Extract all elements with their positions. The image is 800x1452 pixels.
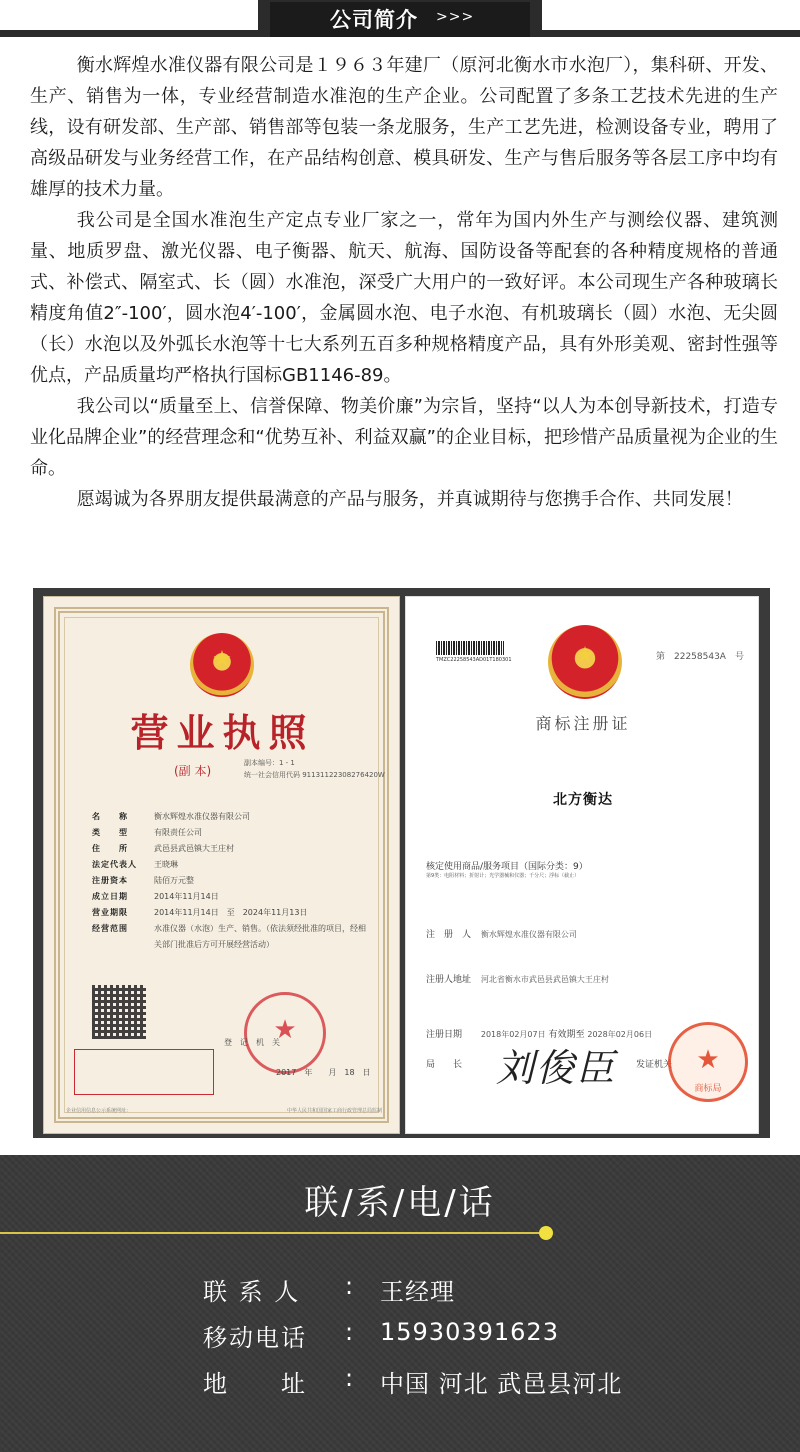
license-field <box>92 921 372 953</box>
license-field <box>92 889 372 905</box>
national-emblem-icon: ★ <box>548 625 622 699</box>
intro-paragraph-2: 我公司是全国水准泡生产定点专业厂家之一，常年为国内外生产与测绘仪器、建筑测量、地质罗盘、激光仪器、电子衡器、航天、航海、国防设备等配套的各种精度规格的普通式、补偿式、隔室式、长（圆）水准泡，深受广大用户的一致好评。本公司现生产各种玻璃长精度角值2″-100′，圆水泡4′-100′，金属圆水泡、电子水泡、有机玻璃长（圆）水泡、无尖圆（长）水泡以及外弧长水泡等十七大系列五百多种规格精度产品，具有外形美观、密封性强等优点，产品质量均严格执行国标GB1146-89。 <box>30 210 778 386</box>
trademark-goods-label: 核定使用商品/服务项目（国际分类：9） <box>426 862 588 872</box>
certificates-panel <box>33 588 770 1138</box>
contact-title: 联/系/电/话 <box>304 1183 496 1223</box>
qr-code-icon <box>92 985 146 1039</box>
trademark-office-seal-icon: ★ 商标局 <box>668 1022 748 1102</box>
field-key: 营业期限 <box>92 908 128 917</box>
header-title: 公司简介 <box>330 8 418 32</box>
license-title: 营业执照 <box>130 710 315 755</box>
contact-address-value: 中国 河北 武邑县河北 <box>380 1370 623 1398</box>
license-date: 2017 年 月 18 日 <box>276 1068 371 1077</box>
field-value: 王晓琳 <box>154 860 178 869</box>
section-header <box>0 0 800 40</box>
intro-paragraph-3: 我公司以“质量至上、信誉保障、物美价廉”为宗旨，坚持“以人为本创导新技术，打造专业化品牌企业”的经营理念和“优势互补、利益双赢”的企业目标，把珍惜产品质量视为企业的生命。 <box>30 396 778 479</box>
director-signature: 刘俊臣 <box>496 1046 617 1090</box>
field-value: 有限责任公司 <box>154 828 202 837</box>
license-credit-code: 统一社会信用代码 91131122308276420W <box>244 771 385 779</box>
trademark-goods-value: 第9类：电阻材料；折射计；光学器械和仪器；千分尺；浮标（截止） <box>426 873 580 879</box>
contact-section <box>0 1155 800 1452</box>
reg-date-label: 注册日期 <box>426 1030 463 1040</box>
trademark-number: 第 22258543A 号 <box>656 652 744 662</box>
reg-date-value: 2018年02月07日 <box>480 1030 546 1039</box>
field-value: 衡水辉煌水准仪器有限公司 <box>154 812 250 821</box>
contact-row-person <box>203 1272 763 1318</box>
national-emblem-icon: ★ <box>190 633 254 697</box>
contact-list <box>203 1272 763 1410</box>
trademark-mark: 北方衡达 <box>553 792 613 808</box>
field-value: 2014年11月14日 <box>154 892 219 901</box>
intro-paragraph-1: 衡水辉煌水准仪器有限公司是１９６３年建厂（原河北衡水市水泡厂），集科研、开发、生产、销售为一体，专业经营制造水准泡的生产企业。公司配置了多条工艺技术先进的生产线，设有研发部、生产部、销售部等包装一条龙服务，生产工艺先进，检测设备专业，聘用了高级品研发与业务经营工作，在产品结构创意、模具研发、生产与售后服务等各层工序中均有雄厚的技术力量。 <box>30 55 778 200</box>
contact-row-phone <box>203 1318 763 1364</box>
license-footer-left: 企业信用信息公示系统网址： <box>66 1108 132 1114</box>
contact-label: 地 址 <box>203 1370 307 1398</box>
field-key: 注册资本 <box>92 876 128 885</box>
business-license-image <box>43 596 400 1134</box>
trademark-title: 商标注册证 <box>535 714 631 733</box>
contact-colon: : <box>345 1272 354 1300</box>
issuer-label: 发证机关 <box>636 1060 673 1070</box>
license-footer-right: 中华人民共和国国家工商行政管理总局监制 <box>286 1108 382 1114</box>
license-field <box>92 873 372 889</box>
registrant-value: 衡水辉煌水准仪器有限公司 <box>480 930 577 939</box>
contact-colon: : <box>345 1364 354 1392</box>
contact-phone-value[interactable]: 15930391623 <box>380 1318 559 1346</box>
contact-row-address <box>203 1364 763 1410</box>
license-fields <box>92 809 372 953</box>
registrant-label: 注 册 人 <box>426 930 472 940</box>
trademark-address-row <box>426 972 746 985</box>
license-field <box>92 809 372 825</box>
divider-dot-icon <box>539 1226 553 1240</box>
seal-label: 商标局 <box>694 1084 722 1094</box>
barcode-icon <box>436 641 504 655</box>
field-value: 2014年11月14日 至 2024年11月13日 <box>154 908 308 917</box>
address-value: 河北省衡水市武邑县武邑镇大王庄村 <box>480 975 609 984</box>
license-codes <box>244 757 385 781</box>
field-key: 住 所 <box>92 844 128 853</box>
trademark-barcode-text: TMZC22258543AD01T180301 <box>436 657 512 663</box>
valid-date-value: 2028年02月06日 <box>587 1030 653 1039</box>
contact-person-value: 王经理 <box>380 1278 455 1306</box>
field-value: 陆佰万元整 <box>154 876 194 885</box>
address-label: 注册人地址 <box>426 975 472 985</box>
field-key: 名 称 <box>92 812 128 821</box>
license-copy-label: (副 本) <box>174 764 212 778</box>
field-key: 类 型 <box>92 828 128 837</box>
license-register-label: 登 记 机 关 <box>224 1038 280 1047</box>
header-arrows-icon: >>> <box>436 9 475 25</box>
license-notice-box <box>74 1049 214 1095</box>
field-value: 水准仪器（水泡）生产、销售。（依法须经批准的项目，经相关部门批准后方可开展经营活动） <box>154 924 366 949</box>
trademark-registrant-row <box>426 927 746 940</box>
trademark-certificate-image <box>405 596 759 1134</box>
company-intro <box>30 50 778 515</box>
license-copy-no: 副本编号：1 - 1 <box>244 759 295 767</box>
contact-colon: : <box>345 1318 354 1346</box>
valid-label: 有效期至 <box>548 1030 585 1040</box>
field-value: 武邑县武邑镇大王庄村 <box>154 844 234 853</box>
contact-label: 联 系 人 <box>203 1278 301 1306</box>
license-footer <box>66 1107 382 1114</box>
trademark-goods <box>426 859 746 879</box>
director-label: 局 长 <box>426 1060 463 1070</box>
field-key: 成立日期 <box>92 892 128 901</box>
license-field <box>92 841 372 857</box>
license-field <box>92 825 372 841</box>
license-field <box>92 857 372 873</box>
field-key: 经营范围 <box>92 924 128 933</box>
license-field <box>92 905 372 921</box>
intro-paragraph-4: 愿竭诚为各界朋友提供最满意的产品与服务，并真诚期待与您携手合作、共同发展！ <box>76 489 743 510</box>
official-seal-icon: ★ <box>244 992 326 1074</box>
contact-divider <box>0 1232 545 1234</box>
field-key: 法定代表人 <box>92 860 137 869</box>
contact-label: 移动电话 <box>203 1324 307 1352</box>
